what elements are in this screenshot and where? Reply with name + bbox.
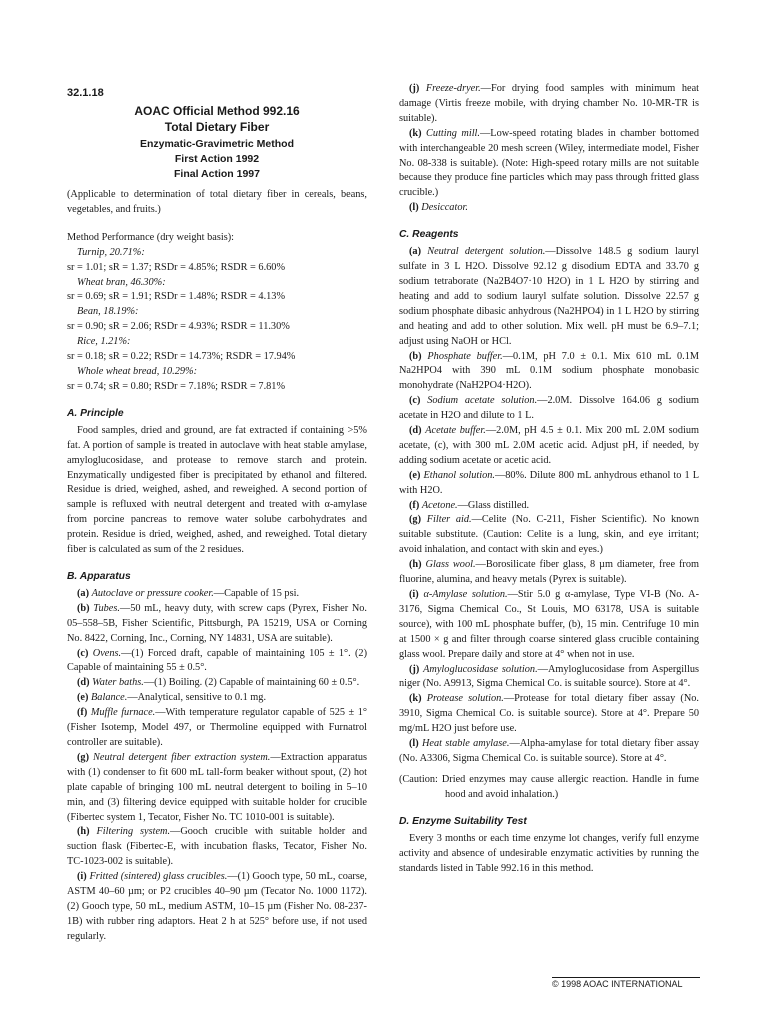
apparatus-item bbox=[67, 676, 367, 691]
item-letter: (e) bbox=[409, 469, 421, 481]
item-name: Glass wool. bbox=[425, 559, 476, 571]
item-letter: (e) bbox=[77, 692, 89, 704]
item-name: Acetate buffer. bbox=[425, 425, 486, 437]
apparatus-item bbox=[399, 201, 699, 216]
copyright-footer: © 1998 AOAC INTERNATIONAL bbox=[552, 979, 683, 989]
item-name: Filtering system. bbox=[96, 826, 171, 838]
performance-block bbox=[67, 231, 367, 395]
item-name: Filter aid. bbox=[426, 514, 472, 526]
item-text: —80%. Dilute 800 mL anhydrous ethanol to 1 L with H2O. bbox=[399, 469, 700, 496]
item-name: Water baths. bbox=[92, 677, 144, 689]
item-letter: (l) bbox=[409, 738, 419, 750]
apparatus-item bbox=[67, 602, 367, 647]
principle-text: Food samples, dried and ground, are fat extracted if containing >5% fat. A portion of sample is treated in autoclave with heat stable amylase, amyloglucosidase, and protease to remove starch and protein. Enzymatically undigested fiber is precipitated by ethanol and filtered. Residue is dried, weighed, ashed, and reweighed. A second portion of sample is refluxed with neutral detergent and treated with α-amylase from porcine pancreas to remove water solube carbohydrates and protein. Residue is dried, weighed, ashed, and reweighed. Total dietary fiber is calculated as sum of the 2 residues. bbox=[67, 424, 367, 556]
item-name: Fritted (sintered) glass crucibles. bbox=[89, 871, 228, 883]
principle-heading: A. Principle bbox=[67, 407, 124, 419]
item-text: —Dissolve 148.5 g sodium lauryl sulfate in 3 L H2O. Dissolve 92.12 g disodium EDTA and 33.70 g sodium tetraborate (Na2B4O7·10 H2O) in 1 L H2O by stirring and heating and add to sodium lauryl sulfate solution. Dissolve 22.57 g sodium phosphate dibasic anhydrous (Na2HPO4) in 1 L H2O by stirring and heating and add to other solution. Mix well. pH must be 6.9–7.1; adjust using NaOH or HCl. bbox=[399, 246, 700, 347]
item-text: —Extraction apparatus with (1) condenser to fit 600 mL tall-form beaker without spout, (2) hot plate capable of bringing 100 mL neutral detergent to boiling in 5–10 min, and (3) filtering device equipped with suitable holder for crucible (Fibertec system 1, Tecator, Fisher No. TC 1010-001 is suitable). bbox=[67, 751, 368, 823]
item-name: Autoclave or pressure cooker. bbox=[91, 587, 214, 599]
item-text: —Capable of 15 psi. bbox=[213, 587, 300, 599]
item-letter: (k) bbox=[409, 127, 422, 139]
item-letter: (d) bbox=[77, 677, 90, 689]
apparatus-item bbox=[67, 587, 367, 602]
performance-sample-name: Bean, 18.19%: bbox=[77, 306, 139, 318]
performance-sample-name: Rice, 1.21%: bbox=[77, 336, 131, 348]
item-text: —With temperature regulator capable of 525 ± 1° (Fisher Isotemp, Model 497, or Thermoline equipped with Furnatrol controller are suitable). bbox=[67, 707, 367, 748]
performance-sample-stats: sr = 0.69; sR = 1.91; RSDr = 1.48%; RSDR = 4.13% bbox=[67, 291, 286, 303]
reagent-item bbox=[399, 424, 699, 469]
item-name: Ovens. bbox=[92, 647, 122, 659]
item-text: —Low-speed rotating blades in chamber bottomed with interchangeable 20 mesh screen (Wiley, intermediate model, Fisher No. 08-338 is suitable). (Note: High-speed rotary mills are not suitable because they produce fine particles which may pass through fritted glass crucible.) bbox=[399, 127, 699, 199]
item-name: Balance. bbox=[91, 692, 128, 704]
performance-intro: Method Performance (dry weight basis): bbox=[67, 231, 234, 243]
reagent-item bbox=[399, 350, 699, 395]
item-name: Neutral detergent fiber extraction system. bbox=[93, 751, 271, 763]
first-action: First Action 1992 bbox=[174, 153, 260, 165]
item-letter: (i) bbox=[77, 871, 87, 883]
item-text: —Protease for total dietary fiber assay (No. 3910, Sigma Chemical Co. is suitable source). Store at 4°. Prepare 50 mg/mL H2O just before use. bbox=[399, 693, 699, 735]
item-letter: (c) bbox=[409, 395, 421, 407]
applicability-note: (Applicable to determination of total dietary fiber in cereals, beans, vegetables, and fruits.) bbox=[67, 189, 367, 215]
section-number: 32.1.18 bbox=[67, 87, 104, 99]
item-letter: (b) bbox=[409, 350, 422, 362]
item-letter: (g) bbox=[409, 514, 422, 526]
item-name: Muffle furnace. bbox=[90, 707, 156, 719]
item-text: —(1) Gooch type, 50 mL, coarse, ASTM 40–60 µm; or P2 crucibles 40–90 µm (Tecator No. 1000 1172). (2) Gooch type, 50 mL, medium ASTM, 10–15 µm (Fisher No. 08-237-1B) with rubber ring adaptors. Heat 2 h at 525° before use, if not used regularly. bbox=[67, 871, 367, 942]
item-text: —Analytical, sensitive to 0.1 mg. bbox=[127, 692, 267, 704]
item-text: —Gooch crucible with suitable holder and suction flask (Fibertec-E, with incubation flasks, Tecator, Fisher No. TC-1023-002 is suitable). bbox=[67, 826, 367, 868]
reagent-item bbox=[399, 558, 699, 588]
item-letter: (l) bbox=[409, 202, 419, 214]
reagents-list bbox=[399, 245, 699, 767]
enzyme-test-text: Every 3 months or each time enzyme lot changes, verify full enzyme activity and absence of undesirable enzymatic activities by running the standards listed in Table 992.16 in this method. bbox=[399, 832, 699, 874]
item-name: Acetone. bbox=[421, 499, 458, 511]
item-name: Ethanol solution. bbox=[423, 469, 495, 481]
item-text: —0.1M, pH 7.0 ± 0.1. Mix 610 mL 0.1M Na2HPO4 with 390 mL 0.1M sodium phosphate monobasic monohydrate (NaH2PO4·H2O). bbox=[399, 350, 699, 392]
apparatus-item bbox=[399, 127, 699, 202]
apparatus-item bbox=[67, 751, 367, 826]
item-text: —Stir 5.0 g α-amylase, Type VI-B (No. A-3176, Sigma Chemical Co., St Louis, MO 63178, USA is suitable source), with 100 mL phosphate buffer, (b), 15 min. Centrifuge 10 min at 1500 × g and filter through coarse sintered glass crucible containing glass wool. Prepare daily and store at 4° when not in use. bbox=[399, 589, 699, 660]
apparatus-list-continued bbox=[399, 82, 699, 216]
performance-sample-name: Whole wheat bread, 10.29%: bbox=[77, 365, 198, 377]
item-name: Desiccator. bbox=[421, 202, 468, 214]
enzyme-test-heading: D. Enzyme Suitability Test bbox=[399, 815, 527, 827]
item-letter: (g) bbox=[77, 751, 90, 763]
apparatus-heading: B. Apparatus bbox=[67, 570, 131, 582]
item-letter: (a) bbox=[409, 246, 422, 258]
item-name: Sodium acetate solution. bbox=[427, 395, 538, 407]
item-letter: (h) bbox=[77, 826, 90, 838]
reagent-item bbox=[399, 737, 699, 767]
reagent-item bbox=[399, 394, 699, 424]
apparatus-item bbox=[67, 706, 367, 751]
apparatus-item bbox=[67, 825, 367, 870]
item-name: Amyloglucosidase solution. bbox=[423, 663, 538, 675]
item-name: Cutting mill. bbox=[426, 127, 480, 139]
item-name: α-Amylase solution. bbox=[423, 589, 508, 600]
performance-sample-name: Turnip, 20.71%: bbox=[77, 246, 145, 258]
item-name: Freeze-dryer. bbox=[425, 83, 481, 94]
item-letter: (i) bbox=[409, 589, 419, 600]
item-text: —Alpha-amylase for total dietary fiber assay (No. A3306, Sigma Chemical Co. is suitable source). Store at 4°. bbox=[399, 738, 699, 764]
item-text: —Celite (No. C-211, Fisher Scientific). No known suitable substitute. (Caution: Celite is a lung, skin, and eye irritant; avoid inhalation, and contact with skin and eyes.) bbox=[399, 514, 699, 556]
performance-sample-stats: sr = 1.01; sR = 1.37; RSDr = 4.85%; RSDR = 6.60% bbox=[67, 261, 286, 273]
item-text: —(1) Forced draft, capable of maintaining 105 ± 1°. (2) Capable of maintaining 55 ± 0.5°. bbox=[67, 647, 367, 674]
left-column bbox=[67, 82, 367, 945]
item-text: —Borosilicate fiber glass, 8 µm diameter, free from fluorine, alumina, and heavy metals (Pyrex is suitable). bbox=[399, 559, 699, 586]
reagent-item bbox=[399, 469, 699, 499]
right-column bbox=[399, 82, 699, 876]
item-letter: (k) bbox=[409, 693, 422, 705]
item-text: —(1) Boiling. (2) Capable of maintaining 60 ± 0.5°. bbox=[143, 677, 360, 689]
performance-sample-name: Wheat bran, 46.30%: bbox=[77, 276, 166, 288]
item-letter: (f) bbox=[77, 707, 88, 719]
apparatus-item bbox=[399, 82, 699, 127]
item-letter: (h) bbox=[409, 559, 422, 571]
item-text: —50 mL, heavy duty, with screw caps (Pyrex, Fisher No. 05–558–5B, Fisher Scientific, Pittsburgh, PA 15219, USA or Corning No. 8422, Corning, Inc., Corning, NY 14831, USA are suitable). bbox=[67, 602, 367, 644]
item-name: Protease solution. bbox=[426, 693, 504, 705]
item-letter: (c) bbox=[77, 647, 89, 659]
item-text: —Amyloglucosidase from Aspergillus niger (No. A9913, Sigma Chemical Co. is suitable source). Store at 4°. bbox=[399, 663, 699, 690]
apparatus-list bbox=[67, 587, 367, 945]
item-text: —For drying food samples with minimum heat damage (Virtis freeze mobile, with drying chamber No. 10-MR-TR is suitable). bbox=[399, 83, 700, 124]
method-subtitle: Total Dietary Fiber bbox=[164, 120, 270, 134]
reagents-heading: C. Reagents bbox=[399, 229, 459, 241]
reagent-item bbox=[399, 663, 699, 693]
performance-sample-stats: sr = 0.74; sR = 0.80; RSDr = 7.18%; RSDR = 7.81% bbox=[67, 380, 286, 392]
item-text: —2.0M, pH 4.5 ± 0.1. Mix 200 mL 2.0M sodium acetate, (c), with 300 mL 2.0M acetic acid. Adjust pH, if needed, by adding sodium acetate or acetic acid. bbox=[399, 425, 699, 466]
performance-sample-stats: sr = 0.18; sR = 0.22; RSDr = 14.73%; RSDR = 17.94% bbox=[67, 351, 296, 363]
item-letter: (b) bbox=[77, 602, 90, 614]
apparatus-item bbox=[67, 647, 367, 677]
item-name: Tubes. bbox=[93, 602, 120, 614]
performance-sample-stats: sr = 0.90; sR = 2.06; RSDr = 4.93%; RSDR = 11.30% bbox=[67, 321, 290, 333]
reagent-item bbox=[399, 692, 699, 737]
item-text: —Glass distilled. bbox=[457, 499, 530, 511]
item-letter: (f) bbox=[409, 499, 420, 511]
apparatus-item bbox=[67, 870, 367, 945]
method-title: AOAC Official Method 992.16 bbox=[134, 104, 300, 118]
apparatus-item bbox=[67, 691, 367, 706]
reagent-item bbox=[399, 499, 699, 514]
performance-list bbox=[67, 246, 367, 395]
item-letter: (j) bbox=[409, 663, 420, 675]
item-name: Phosphate buffer. bbox=[427, 350, 503, 362]
caution-note: (Caution: Dried enzymes may cause allergic reaction. Handle in fume hood and avoid inhalation.) bbox=[399, 773, 699, 800]
item-letter: (a) bbox=[77, 587, 90, 599]
final-action: Final Action 1997 bbox=[174, 168, 260, 180]
item-name: Neutral detergent solution. bbox=[427, 246, 546, 258]
item-name: Heat stable amylase. bbox=[421, 738, 510, 750]
reagent-item bbox=[399, 513, 699, 558]
item-letter: (j) bbox=[409, 83, 420, 94]
reagent-item bbox=[399, 588, 699, 663]
reagent-item bbox=[399, 245, 699, 349]
footer-rule bbox=[552, 977, 700, 978]
item-text: —2.0M. Dissolve 164.06 g sodium acetate in H2O and dilute to 1 L. bbox=[399, 395, 699, 422]
item-letter: (d) bbox=[409, 425, 422, 437]
method-type: Enzymatic-Gravimetric Method bbox=[139, 138, 295, 150]
